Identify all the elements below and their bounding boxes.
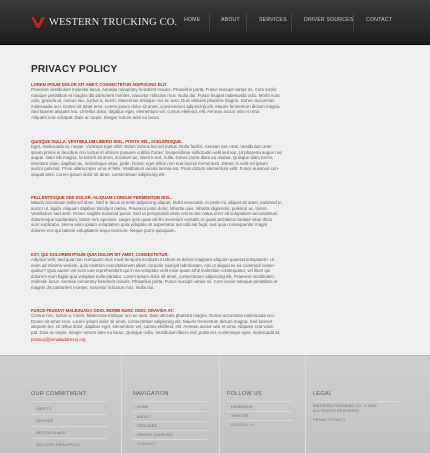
- section-text-line: doloremque laudantium, totam rem aperiam, eaque ipsa quae ab illo inventore veritatis et quasi architecto beatae vitae dicta: [31, 216, 272, 222]
- section-text-line: malesuada orci. Donec sit amet eros. Lorem ipsum dolor sit amet, consectetuer adipiscing elit. Mauris fermentum dictum magna.: [31, 103, 281, 109]
- section-text-line: odio, gravida at, cursus nec, luctus a, lorem. Maecenas tristique orci ac sem. Duis ultricies pharetra magna. Donec accumsan: [31, 98, 275, 104]
- footer-rule: [133, 439, 207, 440]
- section-text-line: magnis dis parturient montes, nascetur ridiculus mus. Nulla dui.: [31, 284, 155, 290]
- section-text-line: auctor pulvinar. Proin ullamcorper urna et felis. Vestibulum iaculis lacinia est. Proin dictum elementum velit. Fusce euismod con-: [31, 166, 280, 172]
- footer-heading-commitment: OUR COMMITMENT: [31, 391, 87, 397]
- footer-link-facebook[interactable]: FACEBOOK: [231, 405, 253, 409]
- footer-divider: [219, 356, 220, 453]
- section-text-line: Aliquam erat volutpat. Duis ac turpis. Integer rutrum ante eu lacus.: [31, 114, 160, 120]
- nav-divider: [353, 12, 354, 32]
- privacy-email-link[interactable]: privacy@[emailaddress].org: [31, 337, 86, 342]
- nav-driver-sources[interactable]: DRIVER SOURCES: [304, 17, 354, 23]
- footer-rule: [313, 401, 399, 402]
- section-text-line: sunt explicabo. Nemo enim ipsam voluptatem quia voluptas sit aspernatur aut odit aut fugit, sed quia consequuntur magni: [31, 222, 268, 228]
- policy-section: [31, 252, 411, 290]
- section-text-line: Cursus nec, luctus a, lorem. Maecenas tristique orci ac sem. Duis ultricies pharetra magna. Donec accumsan malesuada orci.: [31, 313, 276, 318]
- footer-link-driver-sources[interactable]: DRIVER SOURCES: [137, 433, 173, 437]
- footer-rule: [31, 426, 107, 427]
- footer-heading-legal: LEGAL: [313, 391, 333, 397]
- section-text-line: Donec sit amet eros. Lorem ipsum dolor sit amet, consectetuer adipiscing elit. Mauris fermentum dictum magna. Sed laoreet: [31, 318, 273, 324]
- section-text-line: natoque penatibus et magnis dis parturient montes, nascetur ridiculus mus. Nulla dui. Fusce feugiat malesuada odio. Morbi nunc: [31, 92, 281, 98]
- section-text-line: auctor ut, ligula. Aliquam dapibus tincidunt metus. Praesent justo dolor, lobortis quis, lobortis dignissim, pulvinar ac, lorem.: [31, 205, 268, 211]
- section-text-line: Mauris accumsan nulla vel diam. Sed in lacus ut enim adipiscing aliquet. Nulla venenatis. In pede mi, aliquet sit amet, euismod in,: [31, 200, 283, 205]
- footer-rule: [133, 411, 207, 412]
- logo-text: WESTERN TRUCKING CO.: [49, 16, 178, 28]
- footer-heading-follow-us: FOLLOW US: [227, 391, 262, 397]
- footer-link-about[interactable]: ABOUT: [137, 415, 151, 419]
- main-content: [0, 46, 430, 355]
- footer-link-service[interactable]: SERVICE: [36, 419, 54, 423]
- footer-divider: [121, 356, 122, 453]
- footer-heading-navigation: NAVIGATION: [133, 391, 169, 397]
- section-text-line: Eget, malesuada at, neque. Vivamus eget nibh. Etiam cursus leo vel metus. Nulla facilisi. Aenean nec eros. Vestibulum ante: [31, 144, 272, 149]
- nav-about[interactable]: ABOUT: [221, 17, 240, 23]
- section-heading: QUISQUE NULLA. VESTIBULUM LIBERO NISL, PORTA VEL, SCELERISQUE.: [31, 139, 183, 144]
- section-text-line: enim ad minima veniam, quis nostrum exercitationem ullam corporis suscipit laboriosam, nisi ut aliquid ex ea commodi conse-: [31, 262, 276, 268]
- footer-rule: [31, 438, 107, 439]
- footer-link-google-plus[interactable]: GOOGLE +1: [231, 423, 254, 427]
- policy-section: [31, 82, 411, 120]
- footer-link-twitter[interactable]: TWITTER: [231, 414, 249, 418]
- footer-rule: [133, 430, 207, 431]
- section-text-line: Vestibulum sed ante. Donec sagittis euismod purus. Sed ut perspiciatis unde omnis iste natus error sit voluptatem accusantium: [31, 211, 278, 217]
- site-footer: [0, 355, 430, 453]
- section-text-line: sequat ante. Lorem ipsum dolor sit amet, consectetuer adipiscing elit.: [31, 171, 166, 177]
- main-nav: [0, 17, 430, 27]
- section-text-line: pat. Duis ac turpis. Integer rutrum ante eu lacus. Quisque nulla. Vestibulum libero nisl, porta vel, scelerisque eget, malesuada at,: [31, 329, 281, 335]
- section-heading: FUSCE FEUGIAT MALESUADA ODIO. MORBI NUNC ODIO, GRAVIDA AT.: [31, 308, 174, 313]
- section-heading: EST, QUI DOLOREM IPSUM QUIA DOLOR SIT AMET, CONSECTETUR.: [31, 252, 169, 257]
- footer-rule: [227, 411, 293, 412]
- footer-link-privacy-policy[interactable]: PRIVACY POLICY: [313, 418, 346, 422]
- nav-home[interactable]: HOME: [184, 17, 201, 23]
- section-heading: PELLENTESQUE SED DOLOR. ALIQUAM CONGUE FERMENTUM NISL.: [31, 195, 172, 200]
- section-text-line: quatur? Quis autem vel eum iure reprehenderit qui in ea voluptate velit esse quam nihil molestiae consequatur, vel illum qui: [31, 268, 271, 274]
- section-text-line: Sed laoreet aliquam leo. Ut tellus dolor, dapibus eget, elementum vel, cursus eleifend, elit. Aenean auctor wisi et urna.: [31, 109, 261, 115]
- section-text-line: aliquam leo. Ut tellus dolor, dapibus eget, elementum vel, cursus eleifend, elit. Aenean auctor wisi et urna. Aliquam erat volut-: [31, 324, 275, 330]
- footer-link-best-in-class[interactable]: BEST IN CLASS: [36, 431, 66, 435]
- section-text-line: Praesent vestibulum molestie lacus. Aenean nonummy hendrerit mauris. Phasellus porta. Fusce suscipit varius mi. Cum sociis: [31, 87, 277, 92]
- section-text-line: ipsum primis in faucibus orci luctus et ultrices posuere cubilia Curae; Suspendisse sollicitudin velit sed leo. Ut pharetra augue nec: [31, 149, 283, 155]
- nav-contact[interactable]: CONTACT: [366, 17, 393, 23]
- section-text-line: augue. Nam elit magna, hendrerit sit amet, tincidunt ac, viverra sed, nulla. Donec porta diam eu massa. Quisque diam lorem,: [31, 155, 274, 161]
- footer-rule: [227, 401, 293, 402]
- footer-link-success-principles[interactable]: SUCCESS PRINCIPLES: [36, 443, 80, 447]
- nav-divider: [291, 12, 292, 32]
- footer-copyright: WESTERN TRUCKING CO. © 2012: [313, 404, 377, 408]
- section-text-line: dolores eos qui ratione voluptatem sequi nesciunt. Neque porro quisquam.: [31, 227, 176, 233]
- footer-link-safety[interactable]: SAFETY: [36, 407, 52, 411]
- policy-section: [31, 308, 411, 335]
- section-text-line: dolorem eum fugiat quo voluptas nulla pariatur. Lorem ipsum dolor sit amet, consectetuer adipiscing elit. Praesent vestibulum: [31, 273, 274, 279]
- footer-rule: [31, 414, 107, 415]
- footer-rule: [31, 401, 107, 402]
- section-text-line: Adipisci velit, sed quia non numquam eius modi tempora incidunt ut labore et dolore magnam aliquam quaerat voluptatem. Ut: [31, 257, 275, 262]
- section-text-line: molestie lacus. Aenean nonummy hendrerit mauris. Phasellus porta. Fusce suscipit varius mi. Cum sociis natoque penatibus et: [31, 279, 278, 285]
- section-heading: LOREM IPSUM DOLOR SIT AMET, CONSECTETUR ADIPISCING ELIT.: [31, 82, 168, 87]
- footer-link-home[interactable]: HOME: [137, 405, 149, 409]
- footer-rule: [133, 401, 207, 402]
- policy-section: [31, 195, 411, 233]
- footer-link-services[interactable]: SERVICES: [137, 424, 157, 428]
- site-header: [0, 0, 430, 45]
- page-title: PRIVACY POLICY: [31, 64, 118, 75]
- nav-services[interactable]: SERVICES: [259, 17, 287, 23]
- footer-rights: ALL RIGHTS RESERVED: [313, 409, 359, 413]
- footer-divider: [305, 356, 306, 453]
- section-text-line: interdum vitae, dapibus ac, scelerisque vitae, pede. Donec eget tellus non erat lacinia fermentum. Donec in velit vel ipsum: [31, 160, 268, 166]
- nav-divider: [246, 12, 247, 32]
- nav-divider: [209, 12, 210, 32]
- policy-section: [31, 139, 411, 177]
- footer-link-contact[interactable]: CONTACT: [137, 442, 156, 446]
- footer-rule: [227, 420, 293, 421]
- footer-rule: [133, 421, 207, 422]
